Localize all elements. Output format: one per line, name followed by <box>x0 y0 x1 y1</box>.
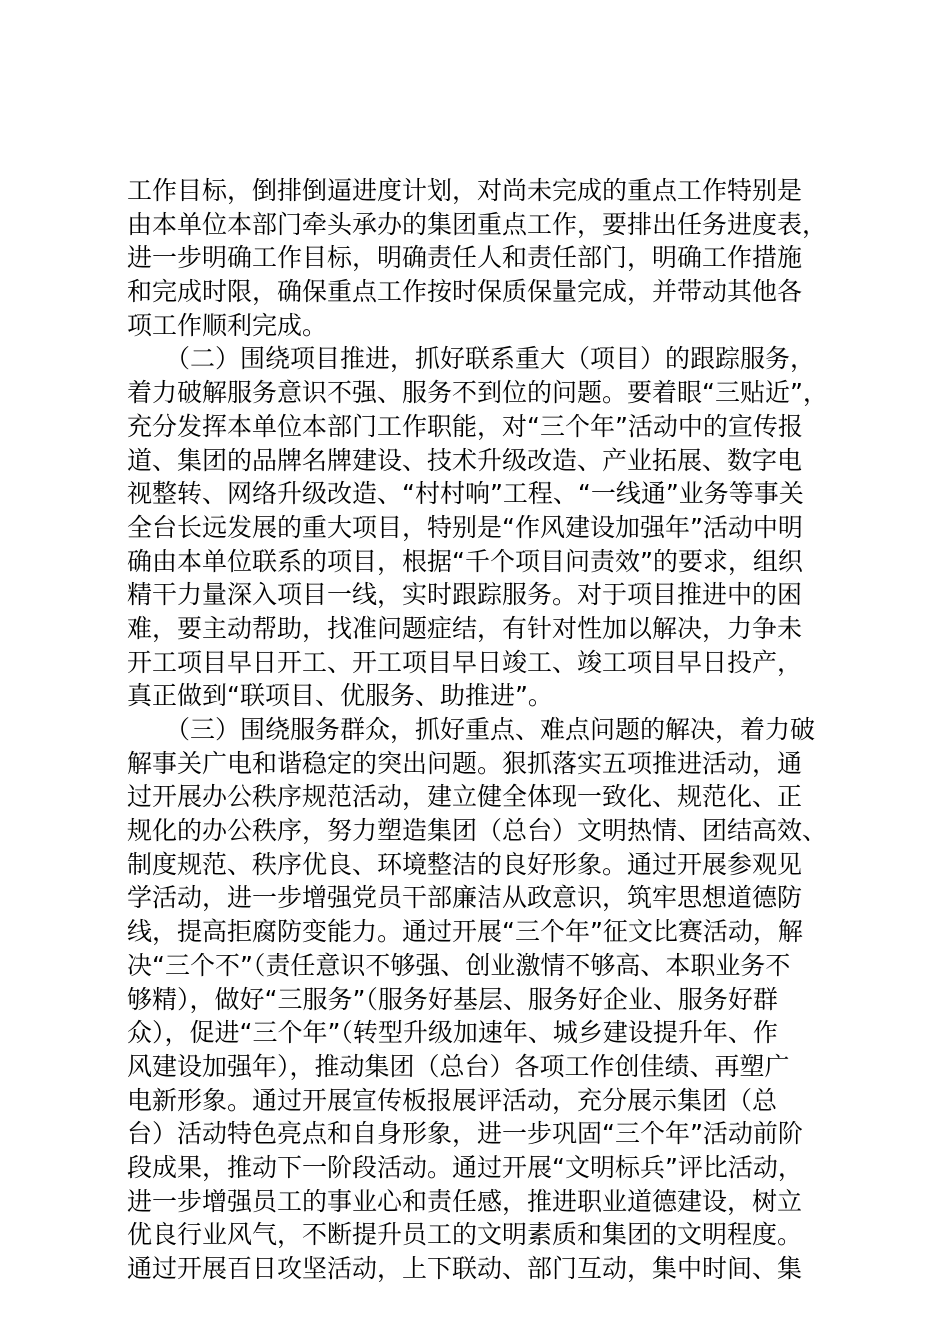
text-line: 通过开展百日攻坚活动，上下联动、部门互动，集中时间、集 <box>127 1254 803 1283</box>
text-line: 项工作顺利完成。 <box>127 310 328 340</box>
text-line: 充分发挥本单位本部门工作职能，对“三个年”活动中的宣传报 <box>127 411 803 441</box>
text-line: 确由本单位联系的项目，根据“千个项目问责效”的要求，组织 <box>127 546 803 576</box>
text-line: 视整转、网络升级改造、“村村响”工程、“一线通”业务等事关 <box>127 479 804 509</box>
text-line: 众），促进“三个年”（转型升级加速年、城乡建设提升年、作 <box>127 1018 778 1048</box>
text-line: 台）活动特色亮点和自身形象，进一步巩固“三个年”活动前阶 <box>127 1119 803 1149</box>
text-line: 学活动，进一步增强党员干部廉洁从政意识，筑牢思想道德防 <box>127 883 803 913</box>
text-line: 过开展办公秩序规范活动，建立健全体现一致化、规范化、正 <box>127 782 803 812</box>
text-line: 规化的办公秩序，努力塑造集团（总台）文明热情、团结高效、 <box>127 816 828 846</box>
text-line: 工作目标，倒排倒逼进度计划，对尚未完成的重点工作特别是 <box>127 176 803 205</box>
text-line: 段成果，推动下一阶段活动。通过开展“文明标兵”评比活动， <box>127 1152 803 1182</box>
text-line: 够精），做好“三服务”（服务好基层、服务好企业、服务好群 <box>127 984 778 1014</box>
text-line: 进一步增强员工的事业心和责任感，推进职业道德建设，树立 <box>127 1186 803 1216</box>
text-line: 真正做到“联项目、优服务、助推进”。 <box>127 681 553 711</box>
text-line: 全台长远发展的重大项目，特别是“作风建设加强年”活动中明 <box>127 512 803 542</box>
text-line: 优良行业风气，不断提升员工的文明素质和集团的文明程度。 <box>127 1220 803 1250</box>
text-line: 道、集团的品牌名牌建设、技术升级改造、产业拓展、数字电 <box>127 445 803 475</box>
text-line: 线，提高拒腐防变能力。通过开展“三个年”征文比赛活动，解 <box>127 917 803 947</box>
text-line: 和完成时限，确保重点工作按时保质保量完成，并带动其他各 <box>127 277 803 307</box>
section-heading-line: （三）围绕服务群众，抓好重点、难点问题的解决，着力破 <box>165 715 816 744</box>
text-line: 制度规范、秩序优良、环境整洁的良好形象。通过开展参观见 <box>127 849 803 879</box>
text-line: 决“三个不”（责任意识不够强、创业激情不够高、本职业务不 <box>127 950 791 980</box>
text-line: 进一步明确工作目标，明确责任人和责任部门，明确工作措施 <box>127 243 803 273</box>
body-text <box>127 174 847 1286</box>
section-heading-line: （二）围绕项目推进，抓好联系重大（项目）的跟踪服务， <box>165 344 816 374</box>
text-line: 着力破解服务意识不强、服务不到位的问题。要着眼“三贴近”， <box>127 378 828 408</box>
text-line: 由本单位本部门牵头承办的集团重点工作，要排出任务进度表， <box>127 209 828 239</box>
text-line: 电新形象。通过开展宣传板报展评活动，充分展示集团（总 <box>127 1085 778 1115</box>
text-line: 精干力量深入项目一线，实时跟踪服务。对于项目推进中的困 <box>127 580 803 610</box>
text-line: 开工项目早日开工、开工项目早日竣工、竣工项目早日投产， <box>127 647 803 677</box>
text-line: 风建设加强年），推动集团（总台）各项工作创佳绩、再塑广 <box>127 1051 790 1081</box>
text-line: 难，要主动帮助，找准问题症结，有针对性加以解决，力争未 <box>127 613 803 643</box>
text-line: 解事关广电和谐稳定的突出问题。狠抓落实五项推进活动，通 <box>127 748 803 778</box>
